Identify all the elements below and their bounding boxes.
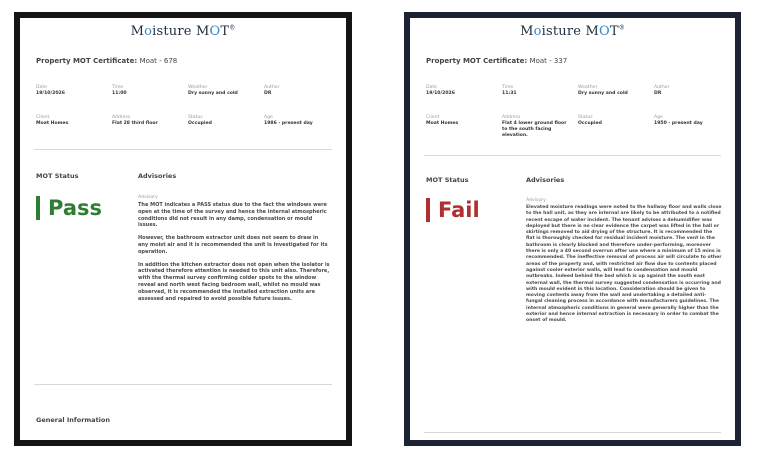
moisture-mot-logo: Moisture MOT® xyxy=(520,24,625,39)
advisory-heading: Advisory xyxy=(138,195,158,200)
advisory-text: The MOT indicates a PASS status due to the fact the windows were open at the time of the survey and hence the internal atmospheric conditions did not result in any damp, condensation or mould issues. However, the bathroom extractor unit does not seem to draw in any moist air and it is recommended the unit is investigated for its operation. In addition the kitchen extractor does not open when the isolator is activated therefore attention is needed to this unit also. Therefore, with the thermal survey confirming colder spots to the window reveal and north west facing bedroom wall, whilst no mould was observed, it is recommended the installed extraction units are assessed and repaired to avoid possible future issues. xyxy=(138,202,330,302)
advisory-heading: Advisory xyxy=(526,198,546,203)
divider xyxy=(424,432,721,433)
details-row-1: Date 19/10/2026 Time 11:00 Weather Dry sunny and cold Author DR xyxy=(36,85,280,96)
moisture-mot-logo: Moisture MOT® xyxy=(130,24,236,39)
details-row-2: Client Moat Homes Address Flat 4 lower ground floor to the south facing elevation. Status Occupied Age 1950 - present day xyxy=(426,115,703,138)
certificate-pass xyxy=(14,12,352,446)
details-row-1: Date 19/10/2026 Time 11:31 Weather Dry sunny and cold Author DR xyxy=(426,85,670,96)
page-title: Property MOT Certificate: Moat - 678 xyxy=(36,57,178,65)
divider xyxy=(34,384,332,385)
status-badge: Pass xyxy=(36,196,102,220)
advisories-label: Advisories xyxy=(526,176,565,184)
advisory-text: Elevated moisture readings were noted to the hallway floor and walls close to the hall unit, as they are internal are likely to be attributed to a notified recent escape of water incident. The tenant advises a dehumidifier was deployed but there is no clear evidence the carpet was lifted in the hall or skirtings removed to aid drying of the structure. It is recommended the flat is thoroughly checked for residual incident moisture. The vent in the bathroom is clearly blocked and therefore under-performing, moreover there is only a 40 second overrun after use where a minimum of 15 mins is recommended. The ineffective removal of process air will circulate to other areas of the property and, with restricted air flow due to contents placed against cooler exterior walls, will lead to condensation and mould outbreaks. Indeed behind the bed which is up against the south east external wall, the thermal survey suggested condensation is occurring and with mould evident in this location. Consideration should be given to moving contents away from the wall and undertaking a detailed anti-fungal cleaning process in accordance with manufacturers guidelines. The internal atmospheric conditions in general were generally higher than the exterior and hence internal extraction is necessary in order to combat the onset of mould. xyxy=(526,205,722,324)
mot-status-label: MOT Status xyxy=(36,172,79,180)
details-row-2: Client Moat Homes Address Flat 28 third floor Status Occupied Age 1986 - present day xyxy=(36,115,313,126)
general-information-heading: General Information xyxy=(36,416,110,424)
certificate-fail xyxy=(404,12,741,446)
page-title: Property MOT Certificate: Moat - 337 xyxy=(426,57,568,65)
advisories-label: Advisories xyxy=(138,172,177,180)
status-badge: Fail xyxy=(426,198,480,222)
mot-status-label: MOT Status xyxy=(426,176,469,184)
